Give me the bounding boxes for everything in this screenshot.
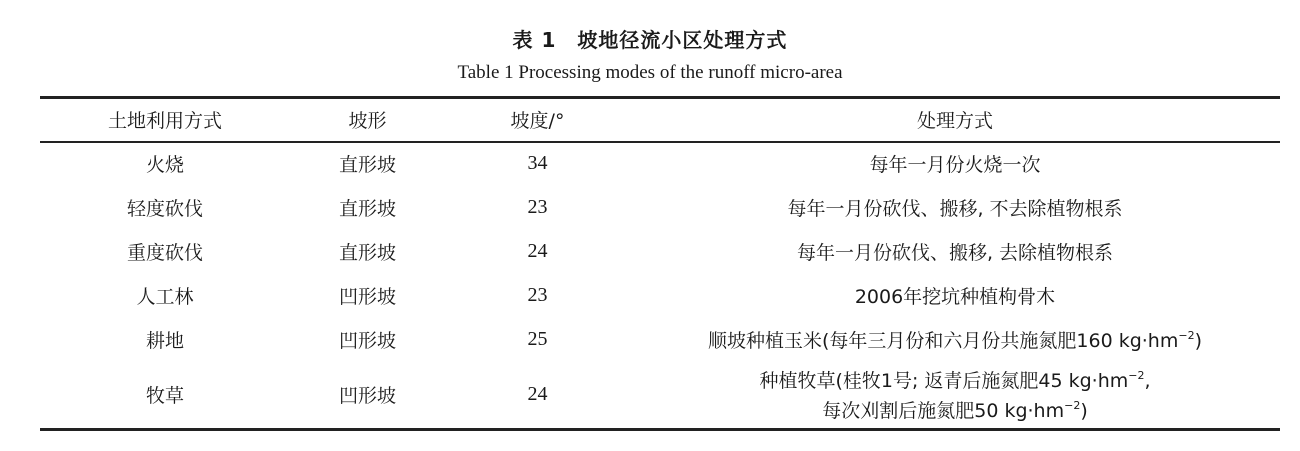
row-2-land-use: 轻度砍伐 [126,198,203,220]
row-4-slope-degree: 23 [527,284,548,306]
row-5-treatment-exponent: −2 [1178,329,1195,342]
header-slope-shape: 坡形 [348,110,387,132]
row-4-slope-shape: 凹形坡 [338,286,396,308]
table-title-chinese: 表 1 坡地径流小区处理方式 [512,28,788,52]
row-5-treatment-close: ) [1194,330,1202,352]
row-3-slope-shape: 直形坡 [338,242,396,264]
row-5-slope-shape: 凹形坡 [338,330,396,352]
row-6-treatment-line-2-text: 每次刈割后施氮肥50 kg·hm [822,400,1065,422]
row-3-slope-degree: 24 [527,240,548,262]
header-slope-degree: 坡度/° [510,110,565,132]
top-rule [40,96,1280,99]
row-2-treatment: 每年一月份砍伐、搬移, 不去除植物根系 [787,198,1123,220]
row-5-land-use: 耕地 [145,330,184,352]
row-6-treatment-line-2 [630,396,1280,423]
row-3-land-use: 重度砍伐 [126,242,203,264]
row-2-slope-shape: 直形坡 [338,198,396,220]
row-2-slope-degree: 23 [527,196,548,218]
row-1-slope-degree: 34 [527,152,548,174]
row-1-slope-shape: 直形坡 [338,154,396,176]
bottom-rule [40,428,1280,431]
row-6-treatment-line-1-close: , [1144,370,1151,392]
header-land-use: 土地利用方式 [107,110,222,132]
row-1-treatment: 每年一月份火烧一次 [869,154,1041,176]
row-6-treatment-line-1-text: 种植牧草(桂牧1号; 返青后施氮肥45 kg·hm [759,370,1129,392]
row-6-slope-degree: 24 [527,383,548,405]
row-6-treatment-line-2-close: ) [1080,400,1088,422]
row-5-treatment [630,326,1280,353]
row-6-slope-shape: 凹形坡 [338,385,396,407]
row-6-land-use: 牧草 [145,385,184,407]
row-5-treatment-text: 顺坡种植玉米(每年三月份和六月份共施氮肥160 kg·hm [707,330,1179,352]
row-6-treatment-line-2-exponent: −2 [1064,399,1081,412]
header-rule [40,141,1280,143]
row-4-land-use: 人工林 [136,286,194,308]
row-6-treatment-line-1 [630,366,1280,393]
row-5-slope-degree: 25 [527,328,548,350]
header-treatment: 处理方式 [916,110,993,132]
row-1-land-use: 火烧 [145,154,184,176]
row-4-treatment: 2006年挖坑种植枸骨木 [854,286,1056,308]
row-6-treatment-line-1-exponent: −2 [1128,369,1145,382]
table-title-english: Table 1 Processing modes of the runoff micro-area [457,62,843,83]
row-3-treatment: 每年一月份砍伐、搬移, 去除植物根系 [796,242,1114,264]
